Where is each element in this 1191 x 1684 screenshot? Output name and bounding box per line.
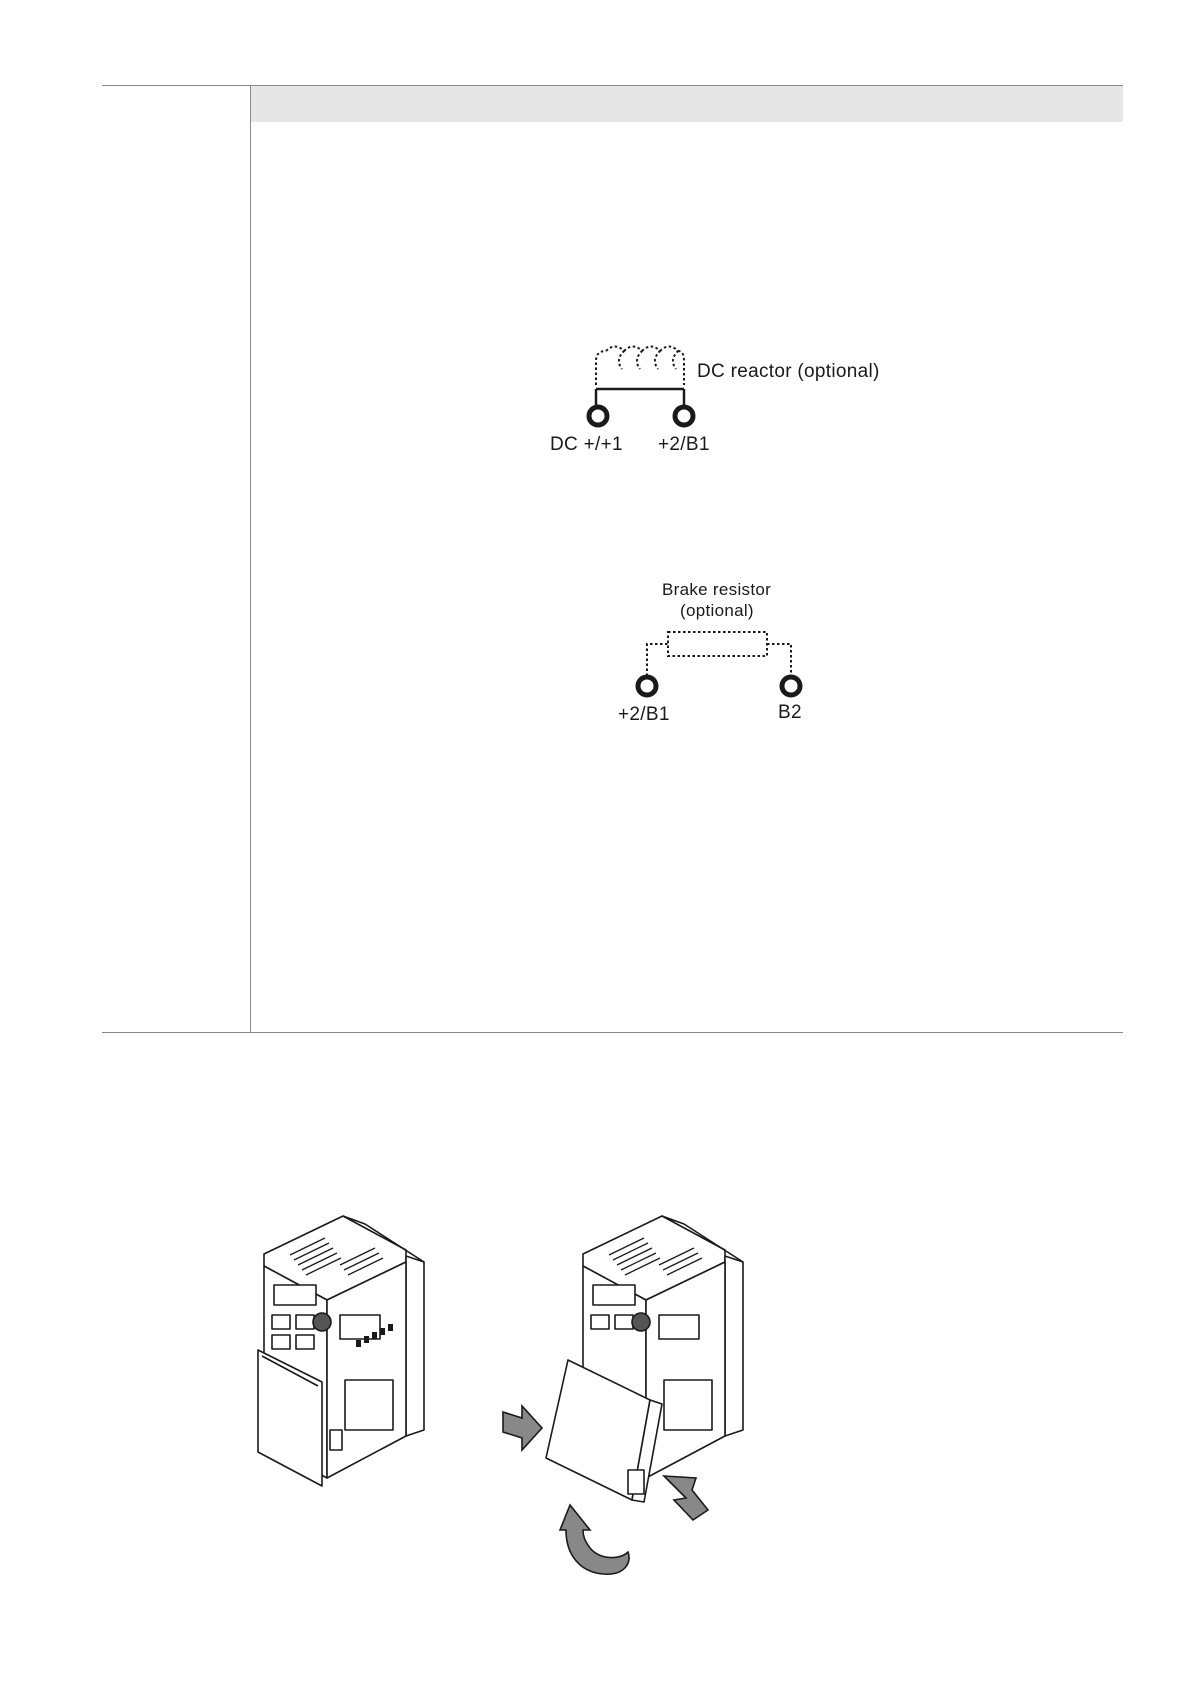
drive-with-cover-icon (258, 1216, 424, 1486)
terminal-label-dc-plus: DC +/+1 (550, 434, 623, 455)
brake-resistor-label-line2: (optional) (680, 601, 754, 620)
terminal-dc-plus-icon (589, 407, 607, 425)
terminal-label-plus2-b1-brake: +2/B1 (618, 704, 670, 725)
terminal-label-plus2-b1: +2/B1 (658, 434, 710, 455)
table-column-divider (250, 85, 251, 1033)
push-arrow-left-icon (503, 1406, 542, 1450)
terminal-plus2-b1-brake-icon (638, 677, 656, 695)
dc-reactor-label: DC reactor (optional) (697, 361, 880, 382)
terminal-label-b2: B2 (778, 702, 802, 723)
jumper-bar (596, 389, 684, 407)
drive-cover-removal-icon (546, 1216, 743, 1502)
terminal-b2-icon (782, 677, 800, 695)
table-bottom-border (102, 1032, 1123, 1033)
brake-resistor-label-line1: Brake resistor (662, 580, 772, 599)
table-header-row (251, 86, 1123, 122)
lift-arrow-icon (560, 1505, 629, 1574)
reactor-coil-icon (596, 347, 684, 386)
resistor-icon (647, 632, 791, 676)
terminal-plus2-b1-icon (675, 407, 693, 425)
push-arrow-right-icon (664, 1476, 708, 1520)
